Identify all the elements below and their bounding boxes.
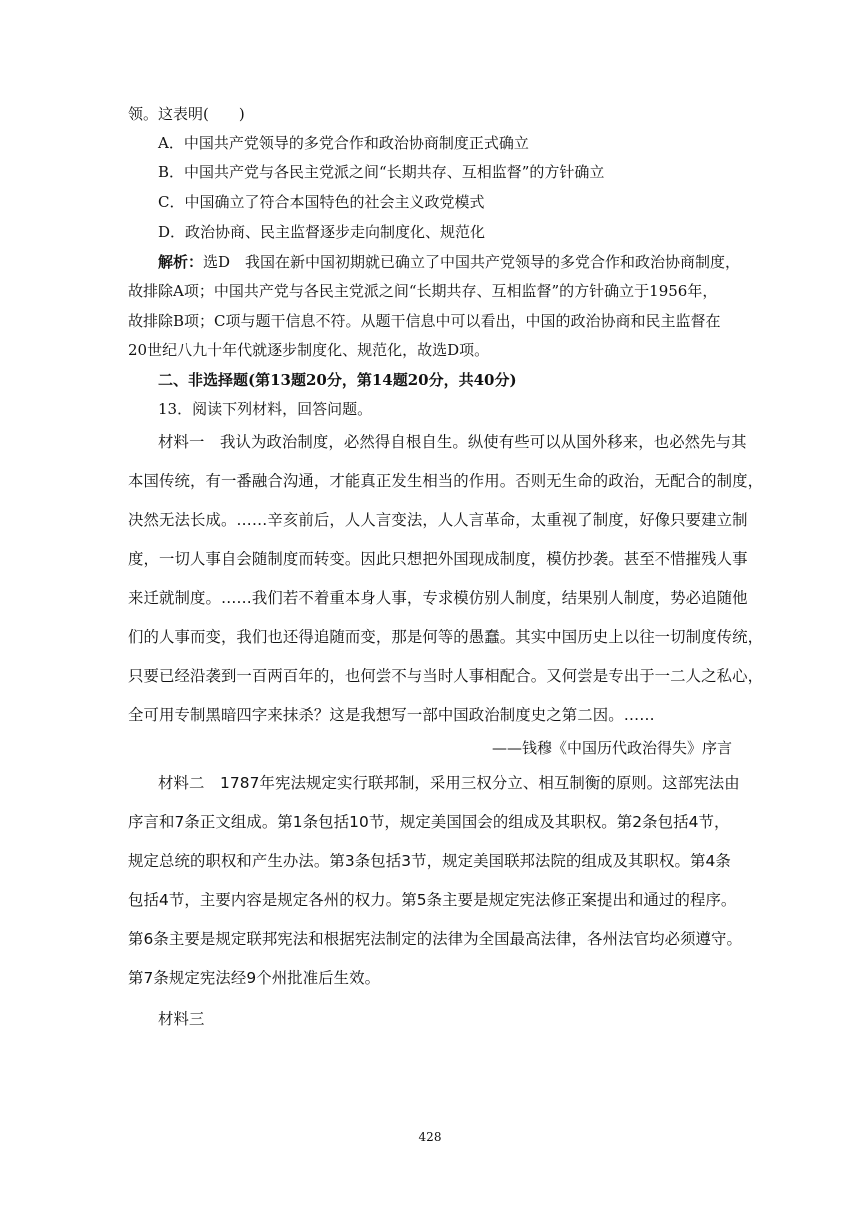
material2-line-2: 序言和7条正文组成。第1条包括10节，规定美国国会的组成及其职权。第2条包括4节， bbox=[128, 813, 730, 831]
material2-line-3: 规定总统的职权和产生办法。第3条包括3节，规定美国联邦法院的组成及其职权。第4条 bbox=[128, 852, 731, 870]
material1-source: ——钱穆《中国历代政治得失》序言 bbox=[491, 739, 732, 757]
material1-line-3: 决然无法长成。……辛亥前后，人人言变法，人人言革命，太重视了制度，好像只要建立制 bbox=[128, 511, 748, 529]
analysis-label: 解析： bbox=[158, 253, 204, 271]
analysis-line-4: 20世纪八九十年代就逐步制度化、规范化，故选D项。 bbox=[128, 341, 490, 359]
page-number: 428 bbox=[418, 1130, 442, 1144]
material1-line-2: 本国传统，有一番融合沟通，才能真正发生相当的作用。否则无生命的政治，无配合的制度， bbox=[128, 472, 764, 490]
material2-line-5: 第6条主要是规定联邦宪法和根据宪法制定的法律为全国最高法律，各州法官均必须遵守。 bbox=[128, 930, 743, 948]
material3-label: 材料三 bbox=[158, 1010, 205, 1028]
material2-line-1: 材料二 1787年宪法规定实行联邦制，采用三权分立、相互制衡的原则。这部宪法由 bbox=[158, 774, 740, 792]
question-tail: 领。这表明( ) bbox=[128, 105, 245, 123]
option-d: D．政治协商、民主监督逐步走向制度化、规范化 bbox=[158, 223, 486, 241]
material1-line-1: 材料一 我认为政治制度，必然得自根自生。纵使有些可以从国外移来，也必然先与其 bbox=[158, 433, 747, 451]
analysis-line-3: 故排除B项；C项与题干信息不符。从题干信息中可以看出，中国的政治协商和民主监督在 bbox=[128, 312, 721, 330]
material1-line-4: 度，一切人事自会随制度而转变。因此只想把外国现成制度，模仿抄袭。甚至不惜摧残人事 bbox=[128, 550, 748, 568]
material1-line-5: 来迁就制度。……我们若不着重本身人事，专求模仿别人制度，结果别人制度，势必追随他 bbox=[128, 589, 748, 607]
material1-line-6: 们的人事而变，我们也还得追随而变，那是何等的愚蠢。其实中国历史上以往一切制度传统， bbox=[128, 628, 764, 646]
material2-line-6: 第7条规定宪法经9个州批准后生效。 bbox=[128, 969, 381, 987]
option-c: C．中国确立了符合本国特色的社会主义政党模式 bbox=[158, 193, 485, 211]
option-a: A．中国共产党领导的多党合作和政治协商制度正式确立 bbox=[158, 134, 529, 152]
analysis-line-2: 故排除A项；中国共产党与各民主党派之间“长期共存、互相监督”的方针确立于1956年， bbox=[128, 282, 718, 300]
material1-line-7: 只要已经沿袭到一百两百年的，也何尝不与当时人事相配合。又何尝是专出于一二人之私心， bbox=[128, 667, 764, 685]
section-title: 二、非选择题(第13题20分，第14题20分，共40分) bbox=[158, 371, 517, 389]
question-13-prompt: 13．阅读下列材料，回答问题。 bbox=[158, 400, 373, 418]
material1-line-8: 全可用专制黑暗四字来抹杀？这是我想写一部中国政治制度史之第二因。…… bbox=[128, 706, 655, 724]
analysis-line-1: 解析：选D 我国在新中国初期就已确立了中国共产党领导的多党合作和政治协商制度， bbox=[158, 253, 741, 271]
material2-line-4: 包括4节，主要内容是规定各州的权力。第5条主要是规定宪法修正案提出和通过的程序。 bbox=[128, 891, 737, 909]
option-b: B．中国共产党与各民主党派之间“长期共存、互相监督”的方针确立 bbox=[158, 163, 605, 181]
